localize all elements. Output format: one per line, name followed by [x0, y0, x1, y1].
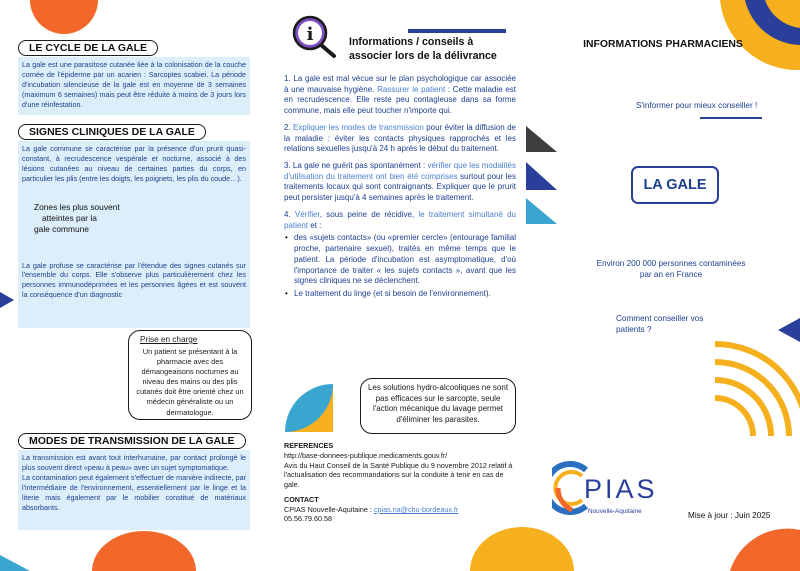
- info-magnifier-icon: [290, 14, 340, 58]
- contact-line: CPIAS Nouvelle-Aquitaine : cpias.na@chu-bordeaux.fr: [284, 504, 459, 514]
- profuse-text: La gale profuse se caractérise par l'étendue des signes cutanés sur l'ensemble du corps. Elle s'observe plus particulièrement chez les personnes immunodéprimées et les personnes âgées et est souvent la conséquence d'un diagnostic: [22, 260, 246, 300]
- navy-triangle-left: [0, 292, 14, 308]
- navy-triangle: [526, 162, 557, 190]
- signes-panel: [18, 141, 250, 328]
- dark-triangle: [526, 126, 557, 152]
- teal-corner-bottom-left: [0, 555, 30, 571]
- contact-title: CONTACT: [284, 494, 319, 504]
- orange-corner-bottom-right: [730, 529, 800, 571]
- navy-triangle-right: [778, 318, 800, 342]
- info-point-3: 3. La gale ne guérit pas spontanément : vérifier que les modalités d'utilisation du traitement ont bien été comprises surtout pour les traitements locaux qui sont contraignants. Expliquer que le prurit peut persister jusqu'à 4 semaines après le traitement.: [284, 161, 517, 203]
- transmission-text2: La contamination peut également s'effectuer de manière indirecte, par l'intermédiaire de l'environnement, essentiellement par le linge et la literie mais également par le mobilier constitué de matériaux absorbants.: [22, 472, 246, 512]
- cpias-logo: [552, 458, 682, 522]
- prise-title: Prise en charge: [140, 335, 198, 344]
- yellow-signal-arcs: [715, 344, 800, 436]
- prise-text: Un patient se présentant à la pharmacie avec des démangeaisons nocturnes au niveau des mains ou des plis cutanés doit être orienté chez un médecin généraliste ou un dermatologue.: [136, 347, 244, 417]
- references-line2: Avis du Haut Conseil de la Santé Publique du 9 novembre 2012 relatif à l'actualisation des recommandations sur la conduite à tenir en cas de gale.: [284, 460, 513, 490]
- info-bullet-contacts: • des «sujets contacts» (ou «premier cercle» (entourage familial proche, partenaire sexuel), traités en même temps que le patient. La période d'incubation est asymptomatique, d'où l'importance de traiter « les sujets contacts », avant que les signes cliniques ne se déclenchent.: [284, 233, 516, 287]
- orange-semicircle-top-left: [30, 0, 98, 34]
- right-tagline: S'informer pour mieux conseiller !: [636, 101, 758, 110]
- zones-line2: atteintes par la: [42, 212, 97, 223]
- orange-semicircle-bottom-left: [92, 531, 196, 571]
- transmission-title: MODES DE TRANSMISSION DE LA GALE: [18, 433, 246, 449]
- cycle-title: LE CYCLE DE LA GALE: [18, 40, 158, 56]
- navy-tagline-bar: [700, 117, 762, 119]
- signes-title: SIGNES CLINIQUES DE LA GALE: [18, 124, 206, 140]
- cpias-logo-text: PIAS: [584, 474, 658, 504]
- signes-text: La gale commune se caractérise par la présence d'un prurit quasi-constant, à recrudescence vespérale et nocturne, associé à des lésions cutanées au niveau de certaines parties du corps, en particulier les plis (entre les doigts, les poignets, les plis du coude…).: [22, 144, 246, 183]
- right-question-line2: patients ?: [616, 324, 652, 334]
- la-gale-badge: LA GALE: [631, 166, 719, 204]
- contact-phone: 05.56.79.60.58: [284, 514, 332, 524]
- info-point-1: 1. La gale est mal vécue sur le plan psychologique car associée à une mauvaise hygiène. Rassurer le patient : Cette maladie est en recrudescence. Elle reste peu contagieuse dans sa forme commune, mais elle peut toucher n'importe qui.: [284, 74, 517, 116]
- right-question-line1: Comment conseiller vos: [616, 314, 704, 323]
- contact-email-link[interactable]: cpias.na@chu-bordeaux.fr: [373, 504, 459, 514]
- info-point-4: 4. Vérifier, sous peine de récidive, le traitement simultané du patient et :: [284, 209, 517, 230]
- zones-line1: Zones les plus souvent: [34, 201, 120, 212]
- prise-box: [128, 330, 252, 420]
- yellow-semicircle-bottom: [470, 527, 574, 571]
- zones-label: [22, 202, 246, 235]
- info-icon-letter: i: [306, 24, 314, 45]
- cycle-text: La gale est une parasitose cutanée liée à la colonisation de la couche cornée de l'épiderme par un acarien : Sarcoptes scabiei. La période d'incubation silencieuse de la gale est en moyenne de 3 semaines (maximum 6 semaines) mais peut être réduite à moins de 3 jours lors d'une réinfestation.: [18, 57, 250, 115]
- references-title: REFERENCES: [284, 441, 334, 450]
- info-bullets: [284, 233, 516, 299]
- right-question: [616, 314, 703, 336]
- transmission-panel: [18, 450, 250, 530]
- references-block: [284, 441, 518, 524]
- info-point-2: 2. Expliquer les modes de transmission pour éviter la diffusion de la maladie : éviter les contacts physiques rapprochés et les relations sexuelles jusqu'à 24 h après le début du traitement.: [284, 122, 516, 154]
- update-date: Mise à jour : Juin 2025: [688, 511, 771, 520]
- zones-line3: gale commune: [34, 223, 89, 234]
- cpias-logo-subtitle: Nouvelle-Aquitaine: [588, 508, 642, 515]
- transmission-text1: La transmission est avant tout interhumaine, par contact prolongé le plus souvent direct «peau à peau» avec un sujet symptomatique.: [22, 453, 246, 472]
- info-title: [349, 36, 497, 64]
- right-stats: Environ 200 000 personnes contaminées par an en France: [596, 259, 746, 279]
- navy-title-bar: [408, 29, 506, 33]
- teal-triangle: [526, 198, 557, 224]
- info-bullet-linge: • Le traitement du linge (et si besoin de l'environnement).: [284, 289, 516, 300]
- info-list: [284, 74, 516, 302]
- info-title-line1: Informations / conseils à: [349, 36, 474, 48]
- references-line1: http://base-donnees-publique.medicaments.gouv.fr/: [284, 450, 448, 460]
- info-title-line2: associer lors de la délivrance: [349, 49, 497, 62]
- note-box: Les solutions hydro-alcooliques ne sont pas efficaces sur le sarcopte, seule l'action mécanique du lavage permet d'éliminer les parasites.: [360, 378, 516, 434]
- right-header: INFORMATIONS PHARMACIENS: [583, 39, 743, 50]
